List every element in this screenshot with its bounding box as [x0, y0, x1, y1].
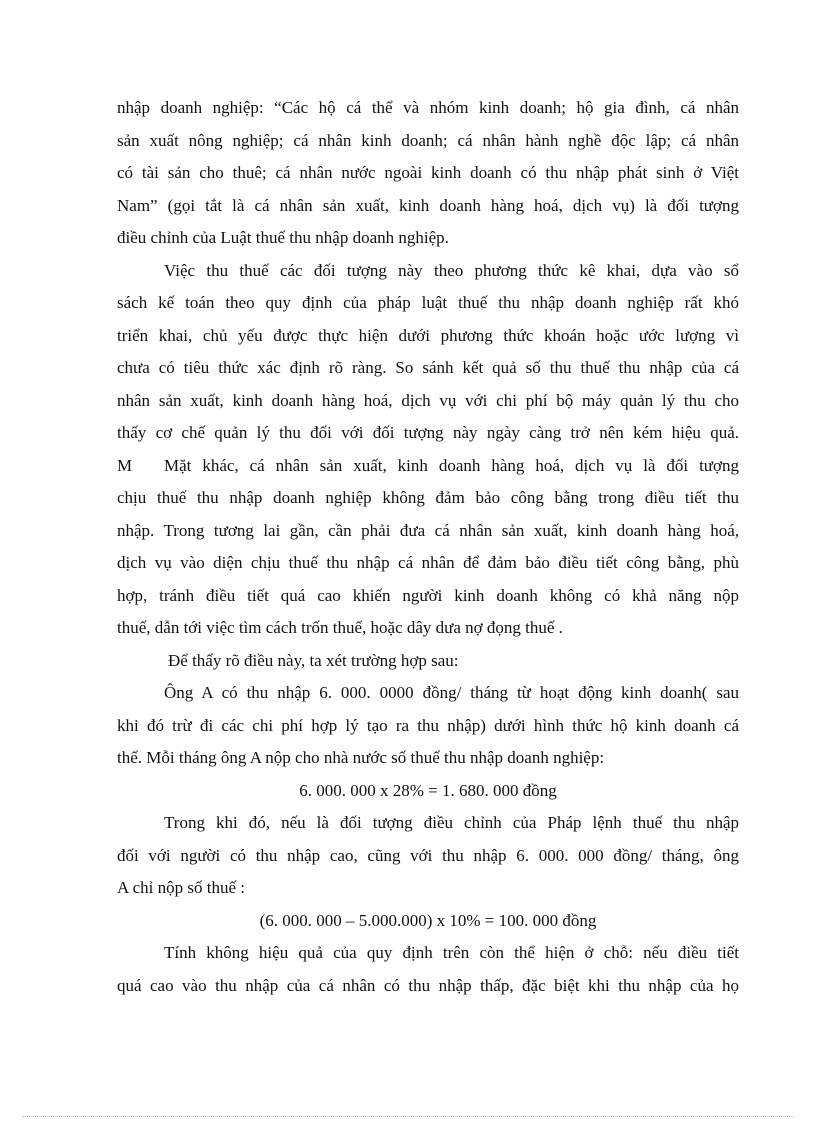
- text-line: nhân sản xuất, kinh doanh hàng hoá, dịch vụ với chi phí bộ máy quản lý thu cho: [117, 390, 739, 410]
- text-line: thấy cơ chế quản lý thu đối với đối tượng này ngày càng trở nên kém hiệu quả.: [117, 423, 739, 442]
- paragraph-fairness: [117, 450, 739, 645]
- text-line: triển khai, chủ yếu được thực hiện dưới phương thức khoán hoặc ước lượng vì: [117, 325, 739, 345]
- text-line: dịch vụ vào diện chịu thuế thu nhập cá nhân để đảm bảo điều tiết công bằng, phù: [117, 553, 739, 572]
- text-line: hợp, tránh điều tiết quá cao khiến người kinh doanh không có khả năng nộp: [117, 585, 739, 605]
- text-line: nhập. Trong tương lai gần, cần phải đưa cá nhân sản xuất, kinh doanh hàng hoá,: [117, 520, 739, 540]
- text-line: chịu thuế thu nhập doanh nghiệp không đảm bảo công bằng trong điều tiết thu: [117, 488, 739, 507]
- paragraph-ineffectiveness: [117, 937, 739, 1002]
- document-page: [117, 92, 739, 1002]
- text-line: quá cao vào thu nhập của cá nhân có thu nhập thấp, đặc biệt khi thu nhập của họ: [117, 975, 739, 995]
- text-line: Ông A có thu nhập 6. 000. 0000 đồng/ tháng từ hoạt động kinh doanh( sau: [164, 683, 739, 702]
- text-line: Trong khi đó, nếu là đối tượng điều chỉnh của Pháp lệnh thuế thu nhập: [164, 813, 739, 832]
- text-line: sản xuất nông nghiệp; cá nhân kinh doanh; cá nhân hành nghề độc lập; cá nhân: [117, 130, 739, 150]
- text-line: Nam” (gọi tắt là cá nhân sản xuất, kinh doanh hàng hoá, dịch vụ) là đối tượng: [117, 195, 739, 215]
- text-line: đối với người có thu nhập cao, cũng với thu nhập 6. 000. 000 đồng/ tháng, ông: [117, 845, 739, 865]
- text-line: chưa có tiêu thức xác định rõ ràng. So sánh kết quả số thu thuế thu nhập của cá: [117, 358, 739, 377]
- text-line: nhập doanh nghiệp: “Các hộ cá thể và nhóm kinh doanh; hộ gia đình, cá nhân: [117, 98, 739, 117]
- text-line-content: Mặt khác, cá nhân sản xuất, kinh doanh hàng hoá, dịch vụ là đối tượng: [164, 455, 739, 475]
- paragraph-comparison: [117, 807, 739, 905]
- text-line: [117, 450, 739, 483]
- text-line: thể. Mỗi tháng ông A nộp cho nhà nước số thuế thu nhập doanh nghiệp:: [117, 748, 605, 767]
- text-line: Để thấy rõ điều này, ta xét trường hợp sau:: [168, 650, 459, 670]
- text-line: A chỉ nộp số thuế :: [117, 878, 245, 897]
- paragraph-example-intro: [117, 645, 739, 678]
- paragraph-definition: [117, 92, 739, 255]
- paragraph-example-case: [117, 677, 739, 775]
- text-line: sách kế toán theo quy định của pháp luật thuế thu nhập doanh nghiệp rất khó: [117, 293, 739, 312]
- text-line: có tài sản cho thuê; cá nhân nước ngoài kinh doanh có thu nhập phát sinh ở Việt: [117, 163, 739, 182]
- page-bottom-divider: [22, 1116, 794, 1117]
- stray-marker: M: [117, 455, 133, 475]
- text-line: Tính không hiệu quả của quy định trên còn thể hiện ở chỗ: nếu điều tiết: [164, 943, 739, 962]
- paragraph-tax-collection: [117, 255, 739, 450]
- text-line: điều chỉnh của Luật thuế thu nhập doanh nghiệp.: [117, 228, 449, 247]
- text-line: khi đó trừ đi các chi phí hợp lý tạo ra thu nhập) dưới hình thức hộ kinh doanh cá: [117, 715, 739, 735]
- formula-income-tax: (6. 000. 000 – 5.000.000) x 10% = 100. 000 đồng: [259, 910, 597, 930]
- text-line: Việc thu thuế các đối tượng này theo phương thức kê khai, dựa vào sổ: [164, 260, 739, 280]
- text-line: thuế, dẫn tới việc tìm cách trốn thuế, hoặc dây dưa nợ đọng thuế .: [117, 618, 563, 637]
- formula-business-tax: 6. 000. 000 x 28% = 1. 680. 000 đồng: [299, 780, 557, 800]
